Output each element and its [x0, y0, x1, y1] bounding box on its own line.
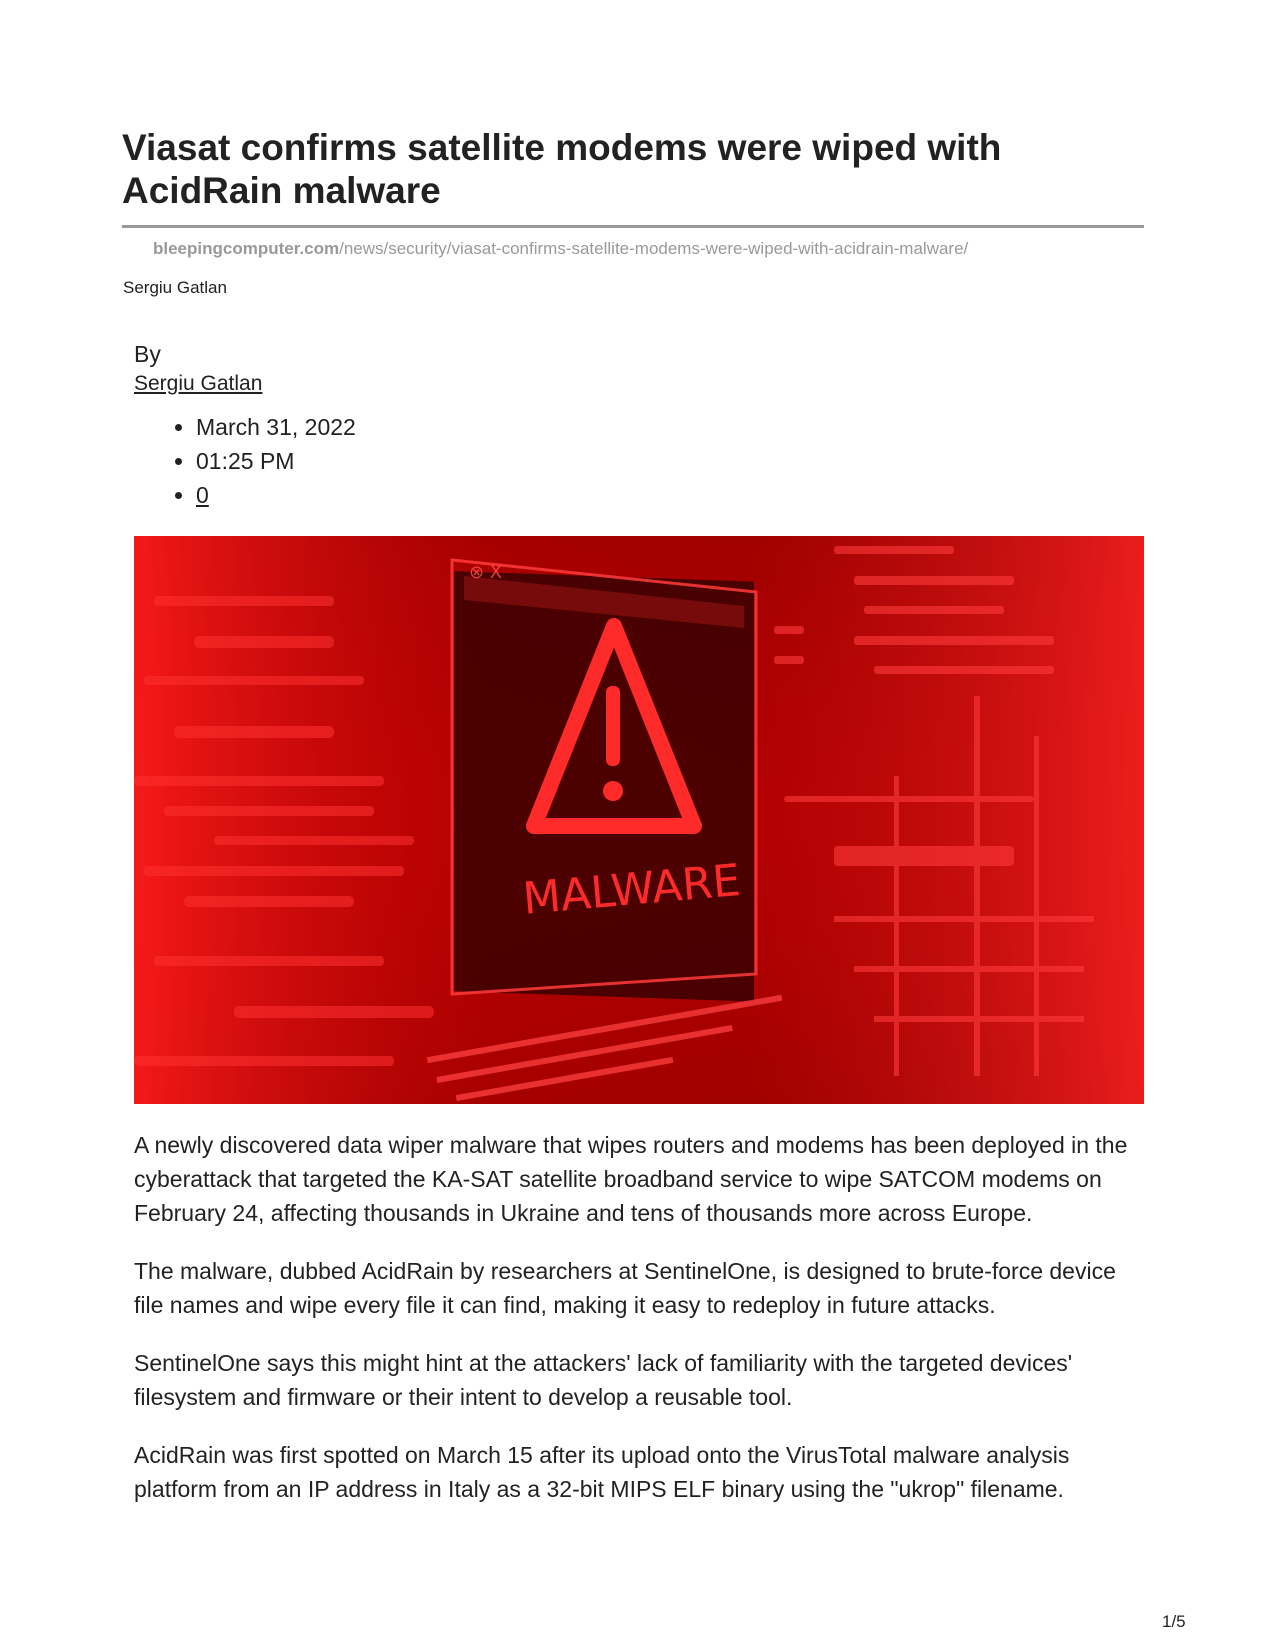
svg-text:⊗ X: ⊗ X — [469, 562, 503, 583]
byline-label: By — [134, 341, 161, 367]
paragraph: AcidRain was first spotted on March 15 after its upload onto the VirusTotal malware analysis platform from an IP address in Italy as a 32-bit MIPS ELF binary using the "ukrop" filename. — [134, 1442, 1070, 1502]
paragraph: A newly discovered data wiper malware that wipes routers and modems has been deployed in the cyberattack that targeted the KA-SAT satellite broadband service to wipe SATCOM modems on February 24, affecting thousands in Ukraine and tens of thousands more across Europe. — [134, 1132, 1128, 1226]
author-link[interactable]: Sergiu Gatlan — [134, 372, 263, 395]
title-divider — [122, 225, 1144, 228]
hero-image — [134, 536, 1144, 1104]
article-time: • 01:25 PM — [196, 444, 356, 478]
article-date: • March 31, 2022 — [196, 410, 356, 444]
paragraph: The malware, dubbed AcidRain by researchers at SentinelOne, is designed to brute-force device file names and wipe every file it can find, making it easy to redeploy in future attacks. — [134, 1258, 1116, 1318]
comment-count-item — [196, 478, 356, 512]
article-body — [134, 1128, 1149, 1530]
article-meta-list — [134, 410, 356, 512]
source-url-domain: bleepingcomputer.com — [153, 239, 340, 258]
source-url-path: /news/security/viasat-confirms-satellite-modems-were-wiped-with-acidrain-malware/ — [339, 239, 969, 258]
malware-illustration — [134, 536, 1144, 1104]
warning-window — [452, 560, 756, 1002]
comment-count-link[interactable]: 0 — [196, 482, 209, 508]
article-title: Viasat confirms satellite modems were wiped with AcidRain malware — [122, 127, 1002, 211]
source-url — [153, 239, 968, 259]
malware-label: MALWARE — [520, 855, 743, 925]
author-name: Sergiu Gatlan — [123, 278, 227, 297]
paragraph: SentinelOne says this might hint at the attackers' lack of familiarity with the targeted devices' filesystem and firmware or their intent to develop a reusable tool. — [134, 1350, 1073, 1410]
page-number: 1/5 — [1162, 1612, 1186, 1631]
